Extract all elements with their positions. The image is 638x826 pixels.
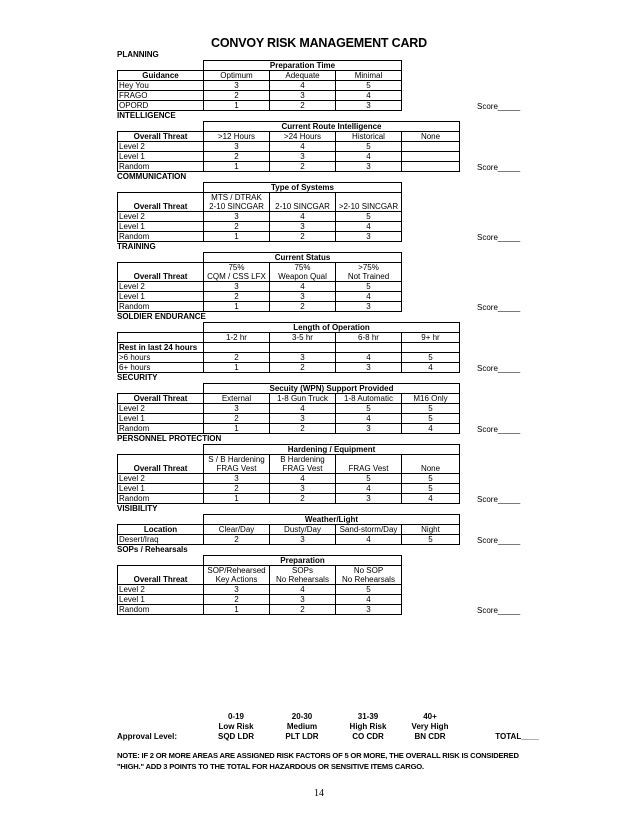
risk-value-cell: 2 <box>270 363 336 373</box>
risk-value-cell: 5 <box>336 212 402 222</box>
column-header <box>270 193 336 203</box>
risk-value-cell: 4 <box>336 292 402 302</box>
risk-value-cell: 1 <box>204 302 270 312</box>
table-row <box>118 484 460 494</box>
table-row <box>118 222 402 232</box>
risk-value-cell: 2 <box>270 302 336 312</box>
row-label: Random <box>118 424 204 434</box>
section-title: SOPs / Rehearsals <box>117 545 188 554</box>
risk-value-cell: 2 <box>270 424 336 434</box>
risk-value-cell: 2 <box>204 91 270 101</box>
risk-value-cell: 1 <box>204 605 270 615</box>
risk-value-cell: 2 <box>270 162 336 172</box>
column-header: M16 Only <box>402 394 460 404</box>
risk-value-cell: 4 <box>270 474 336 484</box>
risk-value-cell: 2 <box>204 353 270 363</box>
section-table <box>117 514 460 545</box>
column-header: None <box>402 464 460 474</box>
risk-footer <box>117 712 539 742</box>
column-header: 3-5 hr <box>270 333 336 343</box>
header-span: Preparation Time <box>204 61 402 71</box>
table-row <box>118 605 402 615</box>
empty-cell <box>270 343 336 353</box>
score-field[interactable]: Score_____ <box>477 495 521 504</box>
row-label: Level 1 <box>118 152 204 162</box>
risk-value-cell: 5 <box>336 404 402 414</box>
risk-value-cell: 5 <box>336 474 402 484</box>
section-title: TRAINING <box>117 242 156 251</box>
approver-co: CO CDR <box>352 732 384 741</box>
table-row <box>118 162 460 172</box>
risk-value-cell: 2 <box>270 232 336 242</box>
risk-value-cell: 4 <box>270 282 336 292</box>
column-header <box>336 455 402 465</box>
risk-value-cell: 5 <box>402 414 460 424</box>
section-7 <box>117 504 637 545</box>
column-header: Clear/Day <box>204 525 270 535</box>
row-label: Level 2 <box>118 404 204 414</box>
risk-value-cell: 5 <box>336 81 402 91</box>
row-header-label: Guidance <box>118 71 204 81</box>
risk-value-cell: 3 <box>270 484 336 494</box>
section-8 <box>117 545 637 615</box>
column-header: 75% <box>204 263 270 273</box>
note-line-2: "HIGH." ADD 3 POINTS TO THE TOTAL FOR HAZARDOUS OR SENSITIVE ITEMS CARGO. <box>117 762 424 771</box>
score-field[interactable]: Score_____ <box>477 163 521 172</box>
row-label: Level 1 <box>118 484 204 494</box>
risk-value-cell <box>402 142 460 152</box>
section-6 <box>117 434 637 504</box>
risk-value-cell: 4 <box>336 91 402 101</box>
risk-value-cell: 5 <box>402 474 460 484</box>
risk-value-cell: 3 <box>270 414 336 424</box>
column-header: Historical <box>336 132 402 142</box>
risk-value-cell: 4 <box>402 424 460 434</box>
risk-value-cell: 5 <box>336 282 402 292</box>
section-table <box>117 444 460 504</box>
risk-value-cell: 3 <box>270 91 336 101</box>
risk-value-cell <box>402 152 460 162</box>
section-table <box>117 252 402 312</box>
column-header: FRAG Vest <box>270 464 336 474</box>
risk-value-cell: 4 <box>336 414 402 424</box>
table-row <box>118 404 460 414</box>
column-header: 2-10 SINCGAR <box>270 202 336 212</box>
range-high: 31-39 <box>357 712 379 721</box>
row-label: OPORD <box>118 101 204 111</box>
section-title: SOLDIER ENDURANCE <box>117 312 206 321</box>
section-table <box>117 121 460 172</box>
table-row <box>118 353 460 363</box>
column-header: No SOP <box>336 566 402 576</box>
risk-value-cell: 2 <box>204 535 270 545</box>
row-header-label <box>118 193 204 203</box>
risk-very-high: Very High <box>411 722 449 731</box>
risk-value-cell: 3 <box>270 292 336 302</box>
table-row <box>118 414 460 424</box>
column-header: Weapon Qual <box>270 272 336 282</box>
table-row <box>118 101 402 111</box>
risk-value-cell: 4 <box>336 595 402 605</box>
risk-value-cell: 4 <box>402 363 460 373</box>
row-header-label: Overall Threat <box>118 272 204 282</box>
risk-value-cell: 4 <box>336 222 402 232</box>
row-label: Level 2 <box>118 212 204 222</box>
table-row <box>118 585 402 595</box>
risk-low: Low Risk <box>218 722 254 731</box>
row-label: Level 2 <box>118 282 204 292</box>
risk-value-cell: 2 <box>204 292 270 302</box>
risk-medium: Medium <box>286 722 318 731</box>
risk-value-cell: 2 <box>270 494 336 504</box>
column-header: Not Trained <box>336 272 402 282</box>
row-header-label <box>118 333 204 343</box>
column-header: External <box>204 394 270 404</box>
row-header-label: Location <box>118 525 204 535</box>
column-header: SOP/Rehearsed <box>204 566 270 576</box>
row-label: Level 2 <box>118 142 204 152</box>
risk-value-cell: 3 <box>336 162 402 172</box>
risk-value-cell: 5 <box>336 585 402 595</box>
risk-value-cell: 2 <box>270 101 336 111</box>
table-row <box>118 424 460 434</box>
risk-value-cell: 5 <box>402 404 460 414</box>
row-label: Random <box>118 302 204 312</box>
section-2 <box>117 172 637 242</box>
risk-value-cell: 1 <box>204 101 270 111</box>
row-label: Random <box>118 232 204 242</box>
risk-value-cell: 5 <box>336 142 402 152</box>
table-row <box>118 494 460 504</box>
risk-value-cell: 3 <box>270 222 336 232</box>
risk-high: High Risk <box>349 722 387 731</box>
row-header-label: Overall Threat <box>118 132 204 142</box>
row-header-label <box>118 566 204 576</box>
range-very-high: 40+ <box>423 712 437 721</box>
row-label: Level 1 <box>118 292 204 302</box>
header-span: Preparation <box>204 556 402 566</box>
section-table <box>117 322 460 373</box>
risk-value-cell: 3 <box>336 302 402 312</box>
row-label: Level 2 <box>118 474 204 484</box>
row-label: FRAGO <box>118 91 204 101</box>
row-header-label: Overall Threat <box>118 464 204 474</box>
risk-value-cell: 4 <box>270 404 336 414</box>
table-row <box>118 292 402 302</box>
risk-value-cell: 1 <box>204 162 270 172</box>
section-title: COMMUNICATION <box>117 172 187 181</box>
range-medium: 20-30 <box>291 712 313 721</box>
table-row <box>118 595 402 605</box>
table-row <box>118 535 460 545</box>
section-0 <box>117 50 637 111</box>
range-low: 0-19 <box>227 712 244 721</box>
header-span: Hardening / Equipment <box>204 445 460 455</box>
note <box>117 750 537 772</box>
header-span: Type of Systems <box>204 183 402 193</box>
column-header: None <box>402 132 460 142</box>
column-header: >75% <box>336 263 402 273</box>
risk-value-cell: 5 <box>402 535 460 545</box>
section-3 <box>117 242 637 312</box>
table-row <box>118 142 460 152</box>
section-5 <box>117 373 637 434</box>
approver-bn: BN CDR <box>414 732 446 741</box>
row-header-label: Overall Threat <box>118 202 204 212</box>
risk-value-cell: 2 <box>204 222 270 232</box>
row-header-label: Overall Threat <box>118 575 204 585</box>
risk-value-cell: 2 <box>204 595 270 605</box>
risk-value-cell: 1 <box>204 363 270 373</box>
row-label: Level 2 <box>118 585 204 595</box>
section-title: VISIBILITY <box>117 504 158 513</box>
section-table <box>117 383 460 434</box>
section-4 <box>117 312 637 373</box>
page-number: 14 <box>314 788 324 799</box>
page-title: CONVOY RISK MANAGEMENT CARD <box>211 36 427 50</box>
table-row <box>118 474 460 484</box>
risk-value-cell: 2 <box>270 605 336 615</box>
section-title: PLANNING <box>117 50 159 59</box>
risk-value-cell: 3 <box>270 353 336 363</box>
column-header: Key Actions <box>204 575 270 585</box>
risk-value-cell: 2 <box>204 414 270 424</box>
risk-value-cell: 3 <box>336 363 402 373</box>
table-row <box>118 302 402 312</box>
header-span: Secuity (WPN) Support Provided <box>204 384 460 394</box>
column-header: MTS / DTRAK <box>204 193 270 203</box>
column-header: >24 Hours <box>270 132 336 142</box>
row-label: Random <box>118 494 204 504</box>
score-field[interactable]: Score_____ <box>477 536 521 545</box>
note-line-1: NOTE: IF 2 OR MORE AREAS ARE ASSIGNED RISK FACTORS OF 5 OR MORE, THE OVERALL RISK IS CONSIDERED <box>117 751 519 760</box>
header-span: Weather/Light <box>204 515 460 525</box>
section-table <box>117 60 402 111</box>
risk-value-cell: 3 <box>204 282 270 292</box>
row-label: Hey You <box>118 81 204 91</box>
column-header: Adequate <box>270 71 336 81</box>
row-label: Level 1 <box>118 222 204 232</box>
table-row <box>118 91 402 101</box>
header-span: Current Status <box>204 253 402 263</box>
column-header: 1-8 Automatic <box>336 394 402 404</box>
risk-value-cell: 5 <box>402 484 460 494</box>
approver-sqd: SQD LDR <box>218 732 254 741</box>
table-row <box>118 282 402 292</box>
column-header: S / B Hardening <box>204 455 270 465</box>
column-header: 75% <box>270 263 336 273</box>
risk-value-cell: 3 <box>204 81 270 91</box>
risk-card-sections <box>117 50 637 615</box>
risk-value-cell: 4 <box>336 484 402 494</box>
section-table <box>117 182 402 242</box>
risk-value-cell: 3 <box>270 595 336 605</box>
approval-label: Approval Level: <box>117 732 178 741</box>
column-header <box>336 193 402 203</box>
column-header: SOPs <box>270 566 336 576</box>
table-row <box>118 152 460 162</box>
table-row <box>118 212 402 222</box>
risk-value-cell: 1 <box>204 424 270 434</box>
column-header: 1-2 hr <box>204 333 270 343</box>
risk-value-cell <box>402 162 460 172</box>
empty-cell <box>204 343 270 353</box>
header-span: Current Route Intelligence <box>204 122 460 132</box>
risk-value-cell: 2 <box>204 152 270 162</box>
risk-value-cell: 3 <box>204 142 270 152</box>
column-header: No Rehearsals <box>270 575 336 585</box>
row-header-label <box>118 455 204 465</box>
column-header: Minimal <box>336 71 402 81</box>
row-label: Level 1 <box>118 595 204 605</box>
row-label: 6+ hours <box>118 363 204 373</box>
row-header-label: Overall Threat <box>118 394 204 404</box>
column-header: >2-10 SINCGAR <box>336 202 402 212</box>
column-header: Dusty/Day <box>270 525 336 535</box>
risk-value-cell: 2 <box>204 484 270 494</box>
column-header: No Rehearsals <box>336 575 402 585</box>
score-field[interactable]: Score_____ <box>477 102 521 111</box>
column-header: 1-8 Gun Truck <box>270 394 336 404</box>
column-header: 6-8 hr <box>336 333 402 343</box>
row-label: Random <box>118 605 204 615</box>
risk-value-cell: 3 <box>204 474 270 484</box>
column-header: B Hardening <box>270 455 336 465</box>
total-field[interactable]: TOTAL____ <box>495 732 539 741</box>
column-header: Night <box>402 525 460 535</box>
risk-value-cell: 3 <box>204 212 270 222</box>
risk-value-cell: 1 <box>204 494 270 504</box>
empty-cell <box>336 343 402 353</box>
risk-value-cell: 3 <box>204 404 270 414</box>
row-header-label <box>118 263 204 273</box>
risk-value-cell: 3 <box>336 232 402 242</box>
section-title: SECURITY <box>117 373 158 382</box>
risk-value-cell: 4 <box>270 81 336 91</box>
row-label: Random <box>118 162 204 172</box>
risk-value-cell: 4 <box>270 585 336 595</box>
score-field[interactable]: Score_____ <box>477 303 521 312</box>
score-field[interactable]: Score_____ <box>477 606 521 615</box>
table-row <box>118 363 460 373</box>
empty-cell <box>402 343 460 353</box>
column-header: CQM / CSS LFX <box>204 272 270 282</box>
risk-value-cell: 3 <box>204 585 270 595</box>
row-label: Desert/Iraq <box>118 535 204 545</box>
risk-value-cell: 3 <box>336 101 402 111</box>
risk-value-cell: 5 <box>402 353 460 363</box>
section-table <box>117 555 402 615</box>
risk-value-cell: 1 <box>204 232 270 242</box>
table-row <box>118 81 402 91</box>
column-header: FRAG Vest <box>204 464 270 474</box>
risk-value-cell: 4 <box>270 142 336 152</box>
score-field[interactable]: Score_____ <box>477 233 521 242</box>
column-header: 2-10 SINCGAR <box>204 202 270 212</box>
column-header: Sand-storm/Day <box>336 525 402 535</box>
risk-value-cell: 4 <box>402 494 460 504</box>
risk-value-cell: 3 <box>336 424 402 434</box>
table-row <box>118 232 402 242</box>
header-span: Length of Operation <box>204 323 460 333</box>
risk-value-cell: 4 <box>336 535 402 545</box>
row-label: Level 1 <box>118 414 204 424</box>
approver-plt: PLT LDR <box>285 732 319 741</box>
column-header <box>402 455 460 465</box>
risk-value-cell: 3 <box>270 152 336 162</box>
risk-value-cell: 3 <box>270 535 336 545</box>
column-header: Optimum <box>204 71 270 81</box>
score-field[interactable]: Score_____ <box>477 364 521 373</box>
section-1 <box>117 111 637 172</box>
risk-value-cell: 3 <box>336 494 402 504</box>
column-header: 9+ hr <box>402 333 460 343</box>
section-title: PERSONNEL PROTECTION <box>117 434 222 443</box>
column-header: FRAG Vest <box>336 464 402 474</box>
row-label: >6 hours <box>118 353 204 363</box>
risk-value-cell: 3 <box>336 605 402 615</box>
risk-value-cell: 4 <box>270 212 336 222</box>
risk-value-cell: 4 <box>336 353 402 363</box>
column-header: >12 Hours <box>204 132 270 142</box>
risk-value-cell: 4 <box>336 152 402 162</box>
score-field[interactable]: Score_____ <box>477 425 521 434</box>
section-title: INTELLIGENCE <box>117 111 176 120</box>
row-header-label: Rest in last 24 hours <box>118 343 204 353</box>
